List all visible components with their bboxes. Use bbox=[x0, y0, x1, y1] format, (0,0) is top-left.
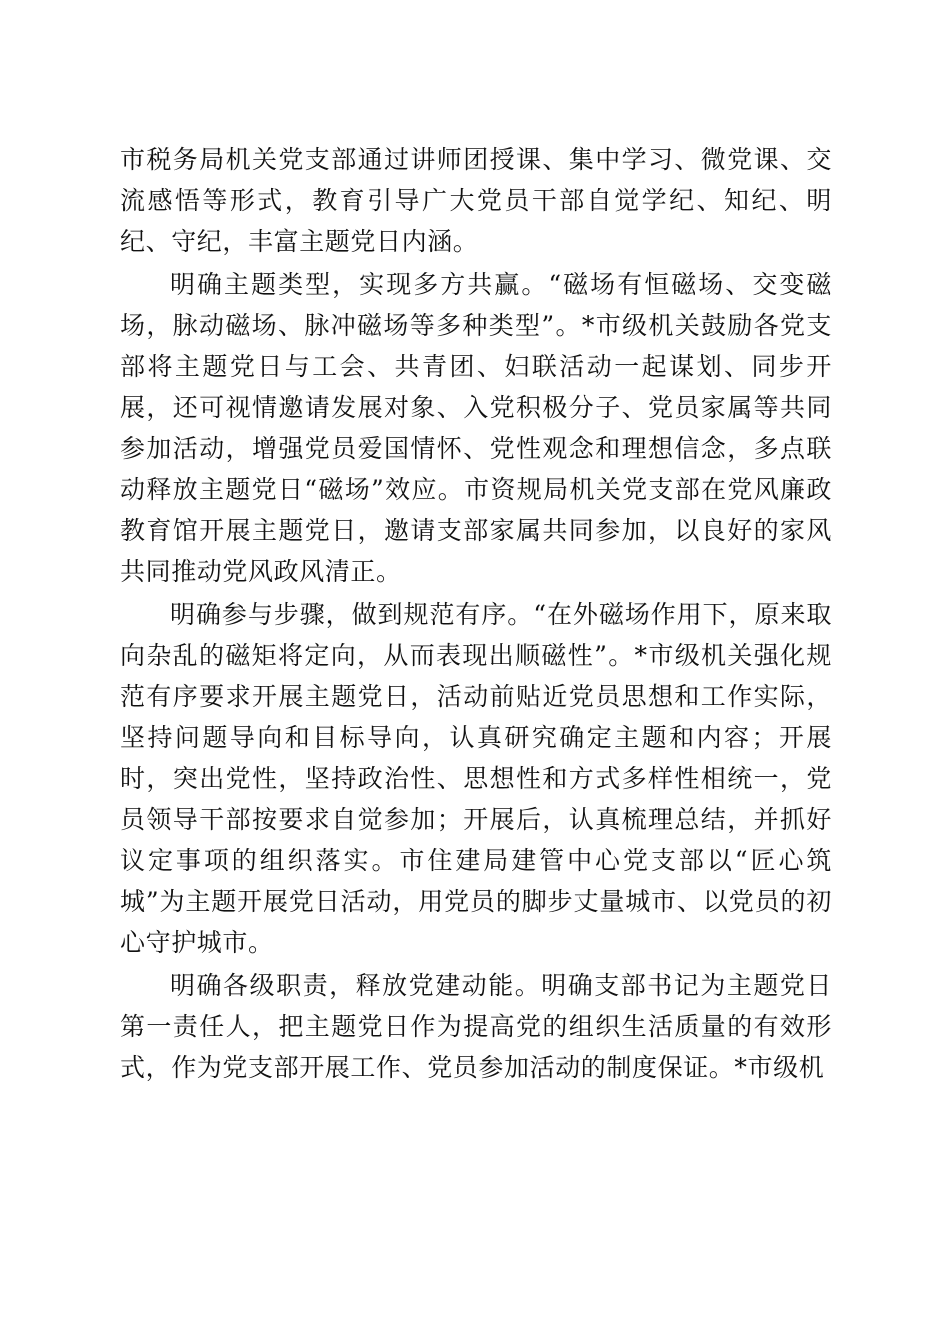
document-body bbox=[120, 139, 832, 1090]
paragraph-3: 明确参与步骤，做到规范有序。“在外磁场作用下，原来取向杂乱的磁矩将定向，从而表现出顺磁性”。*市级机关强化规范有序要求开展主题党日，活动前贴近党员思想和工作实际，坚持问题导向和目标导向，认真研究确定主题和内容；开展时，突出党性，坚持政治性、思想性和方式多样性相统一，党员领导干部按要求自觉参加；开展后，认真梳理总结，并抓好议定事项的组织落实。市住建局建管中心党支部以“匠心筑城”为主题开展党日活动，用党员的脚步丈量城市、以党员的初心守护城市。 bbox=[120, 600, 832, 957]
paragraph-1: 市税务局机关党支部通过讲师团授课、集中学习、微党课、交流感悟等形式，教育引导广大党员干部自觉学纪、知纪、明纪、守纪，丰富主题党日内涵。 bbox=[120, 145, 832, 256]
paragraph-4: 明确各级职责，释放党建动能。明确支部书记为主题党日第一责任人，把主题党日作为提高党的组织生活质量的有效形式，作为党支部开展工作、党员参加活动的制度保证。*市级机 bbox=[120, 971, 832, 1082]
paragraph-2: 明确主题类型，实现多方共赢。“磁场有恒磁场、交变磁场，脉动磁场、脉冲磁场等多种类型”。*市级机关鼓励各党支部将主题党日与工会、共青团、妇联活动一起谋划、同步开展，还可视情邀请发展对象、入党积极分子、党员家属等共同参加活动，增强党员爱国情怀、党性观念和理想信念，多点联动释放主题党日“磁场”效应。市资规局机关党支部在党风廉政教育馆开展主题党日，邀请支部家属共同参加，以良好的家风共同推动党风政风清正。 bbox=[120, 270, 832, 586]
